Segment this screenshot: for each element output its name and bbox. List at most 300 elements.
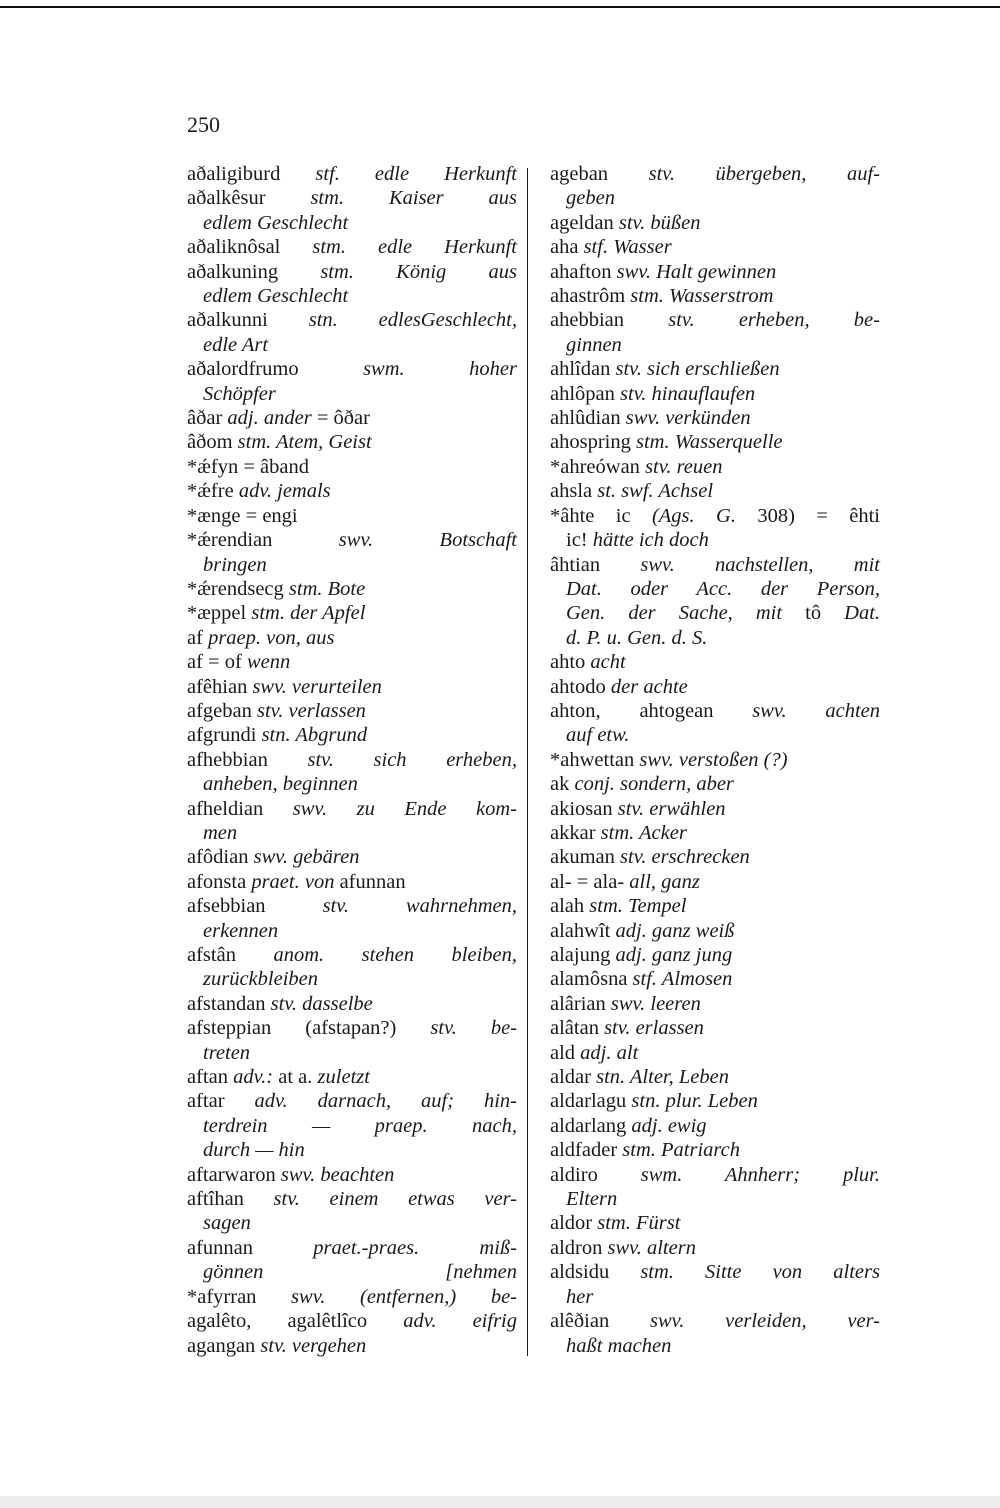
dictionary-entry [550,504,880,553]
dictionary-entry [187,1334,517,1358]
entry-gloss: swv. zu Ende kom- [292,797,517,820]
entry-line [187,504,517,528]
entry-line [187,1236,517,1260]
dictionary-entry [187,845,517,869]
entry-headword: ahto [550,651,591,674]
entry-headword: aftarwaron [187,1163,281,1186]
entry-line [550,553,880,577]
dictionary-entry [187,1163,517,1187]
dictionary-entry [550,1236,880,1260]
entry-line [550,845,880,869]
entry-gloss: stm. der Apfel [251,602,366,625]
entry-headword: agangan [187,1334,261,1357]
dictionary-entry [187,1187,517,1236]
dictionary-entry [550,455,880,479]
dictionary-entry [550,382,880,406]
entry-gloss: stm. König aus [320,260,517,283]
entry-line [187,943,517,967]
entry-line [187,1187,517,1211]
entry-line [187,1309,517,1333]
entry-gloss: stn. plur. Leben [631,1090,758,1113]
entry-continuation-line [187,919,517,943]
entry-line [550,162,880,186]
entry-line [187,479,517,503]
dictionary-entry [187,504,517,528]
entry-line [550,797,880,821]
entry-headword: aldarlagu [550,1090,632,1113]
dictionary-entry [187,1065,517,1089]
entry-gloss: Dat. oder Acc. der Person, [566,577,880,600]
entry-headword: afgeban [187,699,257,722]
dictionary-entry [550,675,880,699]
entry-gloss: adv.: [233,1066,279,1089]
entry-gloss: erkennen [203,919,279,942]
entry-headword: aftar [187,1090,255,1113]
dictionary-entry [550,1114,880,1138]
entry-line [550,919,880,943]
dictionary-entry [550,1211,880,1235]
entry-line [187,1089,517,1113]
entry-gloss: stv. hinauflaufen [620,382,756,405]
entry-headword: afheldian [187,797,293,820]
entry-line [550,235,880,259]
entry-gloss: gönnen [nehmen [203,1261,517,1284]
dictionary-entry [187,357,517,406]
entry-headword: afonsta [187,870,252,893]
entry-line [550,1089,880,1113]
entry-headword: ahtodo [550,675,611,698]
entry-headword: *ahreówan [550,455,646,478]
dictionary-entry [187,430,517,454]
entry-gloss: stv. büßen [618,211,701,234]
entry-line [187,845,517,869]
dictionary-entry [550,553,880,651]
entry-line [550,1138,880,1162]
dictionary-entry [187,797,517,846]
entry-line [187,260,517,284]
entry-gloss: stv. be- [430,1017,517,1040]
entry-gloss: stm. Kaiser aus [310,187,517,210]
dictionary-entry [550,284,880,308]
entry-continuation-line [187,967,517,991]
entry-gloss: stv. erschrecken [620,846,750,869]
entry-gloss: wenn [246,651,291,674]
entry-gloss: swv. Halt gewinnen [616,260,777,283]
entry-gloss: stv. erwählen [617,797,726,820]
dictionary-entry [550,1089,880,1113]
dictionary-entry [187,260,517,309]
entry-gloss: stm. Fürst [597,1212,681,1235]
entry-headword: ahton, ahtogean [550,699,753,722]
entry-headword: afstân [187,944,274,966]
entry-headword: aldfader [550,1139,623,1162]
entry-gloss: stf. Wasser [583,236,672,259]
entry-gloss: swm. Ahnherr; plur. [640,1163,880,1186]
entry-line [550,455,880,479]
entry-gloss: haßt machen [566,1334,672,1357]
entry-headword: aftîhan [187,1188,274,1211]
entry-headword: aðalkuning [187,260,321,283]
dictionary-entry [550,479,880,503]
entry-continuation-line [550,1334,880,1358]
entry-headword: *âhte ic [550,504,652,527]
entry-continuation-line [187,284,517,308]
entry-line [550,1041,880,1065]
entry-line [187,894,517,918]
entry-gloss: terdrein — praep. nach, [203,1114,517,1137]
entry-continuation-line [550,1285,880,1309]
entry-line [550,675,880,699]
entry-headword: akuman [550,846,621,869]
dictionary-entry [187,1285,517,1309]
entry-line [550,1260,880,1284]
dictionary-entry [187,1016,517,1065]
entry-headword: *ǽrendian [187,529,339,552]
entry-line [550,211,880,235]
entry-gloss: swv. beachten [280,1163,395,1186]
entry-line [187,528,517,552]
entry-gloss: stv. sich erschließen [615,358,780,381]
entry-headword: ahafton [550,260,617,283]
entry-line [550,1309,880,1333]
dictionary-entry [550,211,880,235]
dictionary-entry [187,235,517,259]
entry-gloss: adj. ander [227,407,317,430]
entry-headword: afôdian [187,846,254,869]
entry-headword: *æppel [187,602,252,625]
entry-gloss: edle Art [203,333,269,356]
entry-gloss: d. P. u. Gen. d. S. [566,626,708,649]
entry-headword: *ænge = engi [187,504,298,527]
dictionary-entry [550,162,880,211]
entry-gloss: Dat. [844,602,881,625]
entry-headword: alahwît [550,919,616,942]
entry-headword: ahlîdan [550,358,616,381]
entry-gloss: stm. Sitte von alters [640,1261,880,1284]
dictionary-entry [187,1236,517,1285]
entry-headword: afsteppian (afstapan?) [187,1017,431,1040]
entry-headword: aðaligiburd [187,163,316,185]
entry-continuation-line [550,601,880,625]
dictionary-entry [187,894,517,943]
entry-gloss: adv. eifrig [403,1310,517,1333]
entry-gloss: stm. Acker [600,821,687,844]
entry-headword: aðalkêsur [187,187,311,210]
entry-line [550,357,880,381]
entry-continuation-line [187,821,517,845]
entry-headword: *ǽfre [187,480,239,503]
entry-gloss: stv. erlassen [604,1017,704,1040]
entry-gloss: stv. sich erheben, [307,748,517,771]
entry-gloss: praet.-praes. miß- [313,1236,518,1259]
entry-line [550,308,880,332]
entry-gloss: Gen. der Sache, mit [566,602,806,625]
entry-gloss: adj. ganz weiß [615,919,735,942]
entry-headword: ahlôpan [550,382,621,405]
entry-gloss: conj. sondern, aber [574,773,734,796]
entry-gloss: anheben, beginnen [203,773,358,796]
dictionary-entry [550,699,880,748]
entry-continuation-line [187,333,517,357]
entry-gloss: (Ags. G. [651,504,758,527]
entry-gloss: durch — hin [203,1139,305,1162]
dictionary-entry [550,870,880,894]
entry-headword: = ôðar [316,407,370,430]
entry-headword: ahastrôm [550,285,631,308]
entry-line [550,748,880,772]
entry-gloss: stm. Tempel [589,895,687,918]
dictionary-entry [187,162,517,186]
entry-line [550,406,880,430]
entry-gloss: zuletzt [317,1066,370,1089]
entry-line [550,1065,880,1089]
entry-gloss: swv. verstoßen (?) [639,748,788,771]
dictionary-entry [187,406,517,430]
entry-gloss: geben [566,187,615,210]
dictionary-entry [187,748,517,797]
entry-line [550,967,880,991]
entry-headword: afgrundi [187,724,262,747]
entry-headword: aðaliknôsal [187,236,313,259]
entry-gloss: edlem Geschlecht [203,211,349,234]
entry-headword: alah [550,895,590,918]
entry-headword: ageban [550,163,649,185]
entry-gloss: stm. Atem, Geist [237,431,372,454]
entry-gloss: stn. edlesGeschlecht, [308,309,517,332]
dictionary-entry [550,772,880,796]
entry-line [187,650,517,674]
dictionary-entry [187,650,517,674]
entry-continuation-line [550,528,880,552]
entry-gloss: st. swf. Achsel [597,480,714,503]
dictionary-entry [187,1089,517,1162]
entry-gloss: stm. edle Herkunft [312,236,517,259]
entry-line [187,870,517,894]
entry-headword: alêðian [550,1310,651,1333]
entry-headword: afunnan [339,870,406,893]
entry-headword: aldarlang [550,1114,632,1137]
entry-gloss: swv. verurteilen [252,675,382,698]
dictionary-entry [187,723,517,747]
entry-line [187,699,517,723]
entry-headword: alajung [550,944,616,966]
entry-continuation-line [550,723,880,747]
entry-gloss: hätte ich doch [592,529,709,552]
entry-line [550,260,880,284]
entry-headword: ageldan [550,211,619,234]
entry-headword: *ǽrendsecg [187,577,289,600]
entry-headword: agalêto, agalêtlîco [187,1310,404,1333]
entry-gloss: praep. von, aus [208,626,335,649]
entry-headword: at a. [278,1066,318,1089]
entry-gloss: stn. Abgrund [261,724,368,747]
entry-gloss: swv. Botschaft [338,529,517,552]
entry-gloss: stf. Almosen [632,968,733,991]
entry-continuation-line [550,626,880,650]
dictionary-entry [550,821,880,845]
dictionary-entry [550,235,880,259]
entry-gloss: stm. Bote [288,577,366,600]
entry-gloss: swv. gebären [253,846,360,869]
entry-gloss: acht [590,651,626,674]
entry-headword: ahlûdian [550,407,626,430]
entry-gloss: stn. Alter, Leben [596,1066,729,1089]
entry-gloss: stm. Patriarch [622,1139,740,1162]
entry-headword: 308) = êhti [757,504,880,527]
entry-line [550,772,880,796]
entry-headword: aldor [550,1212,598,1235]
entry-headword: aldiro [550,1163,641,1186]
dictionary-entry [550,1260,880,1309]
entry-headword: ahsla [550,480,598,503]
dictionary-column-left [187,162,517,1358]
entry-headword: akkar [550,821,601,844]
entry-line [187,1065,517,1089]
dictionary-entry [187,675,517,699]
entry-gloss: praet. von [251,870,340,893]
entry-gloss: stv. vergehen [260,1334,367,1357]
entry-gloss: stv. übergeben, auf- [648,163,881,185]
entry-headword: alâtan [550,1017,605,1040]
entry-continuation-line [187,1138,517,1162]
entry-line [550,479,880,503]
entry-line [550,284,880,308]
entry-line [187,186,517,210]
entry-continuation-line [187,1260,517,1284]
entry-line [187,1163,517,1187]
entry-gloss: swv. leeren [610,992,701,1015]
entry-gloss: adj. ganz jung [615,944,733,966]
entry-headword: aha [550,236,584,259]
dictionary-entry [550,430,880,454]
entry-gloss: anom. stehen bleiben, [273,944,518,966]
entry-line [550,650,880,674]
entry-line [187,1016,517,1040]
entry-gloss: her [566,1285,594,1308]
entry-headword: aldar [550,1066,597,1089]
entry-gloss: adj. ewig [631,1114,707,1137]
entry-headword: aðalkunni [187,309,309,332]
entry-line [550,430,880,454]
entry-gloss: Schöpfer [203,382,276,405]
entry-continuation-line [550,333,880,357]
dictionary-entry [187,455,517,479]
entry-line [550,894,880,918]
dictionary-entry [550,260,880,284]
entry-headword: ahospring [550,431,636,454]
dictionary-entry [550,1041,880,1065]
entry-line [187,308,517,332]
entry-line [187,748,517,772]
dictionary-entry [550,967,880,991]
entry-line [550,1236,880,1260]
entry-continuation-line [187,211,517,235]
entry-headword: *afyrran [187,1285,292,1308]
dictionary-entry [187,479,517,503]
entry-headword: afêhian [187,675,253,698]
entry-continuation-line [187,1114,517,1138]
entry-gloss: der achte [610,675,688,698]
entry-line [550,699,880,723]
entry-gloss: swv. verkünden [625,407,751,430]
entry-gloss: stv. einem etwas ver- [273,1188,517,1211]
entry-gloss: swv. achten [752,699,880,722]
dictionary-entry [550,357,880,381]
entry-gloss: Eltern [566,1188,618,1211]
entry-headword: ic! [566,529,593,552]
page-number: 250 [187,112,220,137]
entry-gloss: adv. jemals [238,480,331,503]
entry-line [550,1016,880,1040]
dictionary-entry [550,308,880,357]
entry-gloss: zurückbleiben [203,968,318,991]
entry-headword: aldron [550,1236,608,1259]
dictionary-entry [550,1065,880,1089]
dictionary-entry [187,699,517,723]
dictionary-entry [550,1309,880,1358]
entry-gloss: men [203,821,238,844]
entry-headword: ald [550,1041,581,1064]
entry-headword: *ǽfyn = âband [187,455,310,478]
entry-continuation-line [550,577,880,601]
entry-line [187,455,517,479]
entry-headword: afhebbian [187,748,308,771]
dictionary-entry [550,992,880,1016]
entry-headword: ak [550,773,575,796]
entry-headword: tô [805,602,845,625]
entry-headword: afsebbian [187,895,323,918]
entry-line [187,797,517,821]
dictionary-entry [187,528,517,577]
dictionary-column-right [550,162,880,1358]
entry-gloss: auf etw. [566,724,630,747]
entry-continuation-line [187,382,517,406]
dictionary-entry [550,1016,880,1040]
entry-gloss: stv. wahrnehmen, [322,895,518,918]
entry-gloss: sagen [203,1212,251,1235]
entry-line [550,870,880,894]
entry-gloss: edlem Geschlecht [203,285,349,308]
top-border-rule [0,6,1000,8]
dictionary-entry [550,1163,880,1212]
entry-line [550,1211,880,1235]
entry-continuation-line [550,186,880,210]
dictionary-entry [550,1138,880,1162]
entry-gloss: ginnen [566,333,622,356]
dictionary-entry [187,186,517,235]
entry-line [550,382,880,406]
entry-headword: al- = ala- [550,870,630,893]
entry-headword: aftan [187,1066,234,1089]
entry-continuation-line [187,772,517,796]
column-divider [527,168,528,1356]
entry-headword: afstandan [187,992,271,1015]
entry-continuation-line [187,1041,517,1065]
entry-headword: âðar [187,407,228,430]
entry-gloss: stv. reuen [645,455,723,478]
dictionary-entry [550,894,880,918]
entry-headword: âðom [187,431,238,454]
entry-line [550,821,880,845]
dictionary-entry [187,308,517,357]
entry-headword: alamôsna [550,968,633,991]
dictionary-entry [550,919,880,943]
entry-line [187,626,517,650]
dictionary-entry [187,1309,517,1333]
entry-line [550,1114,880,1138]
entry-headword: alârian [550,992,611,1015]
entry-line [187,1334,517,1358]
